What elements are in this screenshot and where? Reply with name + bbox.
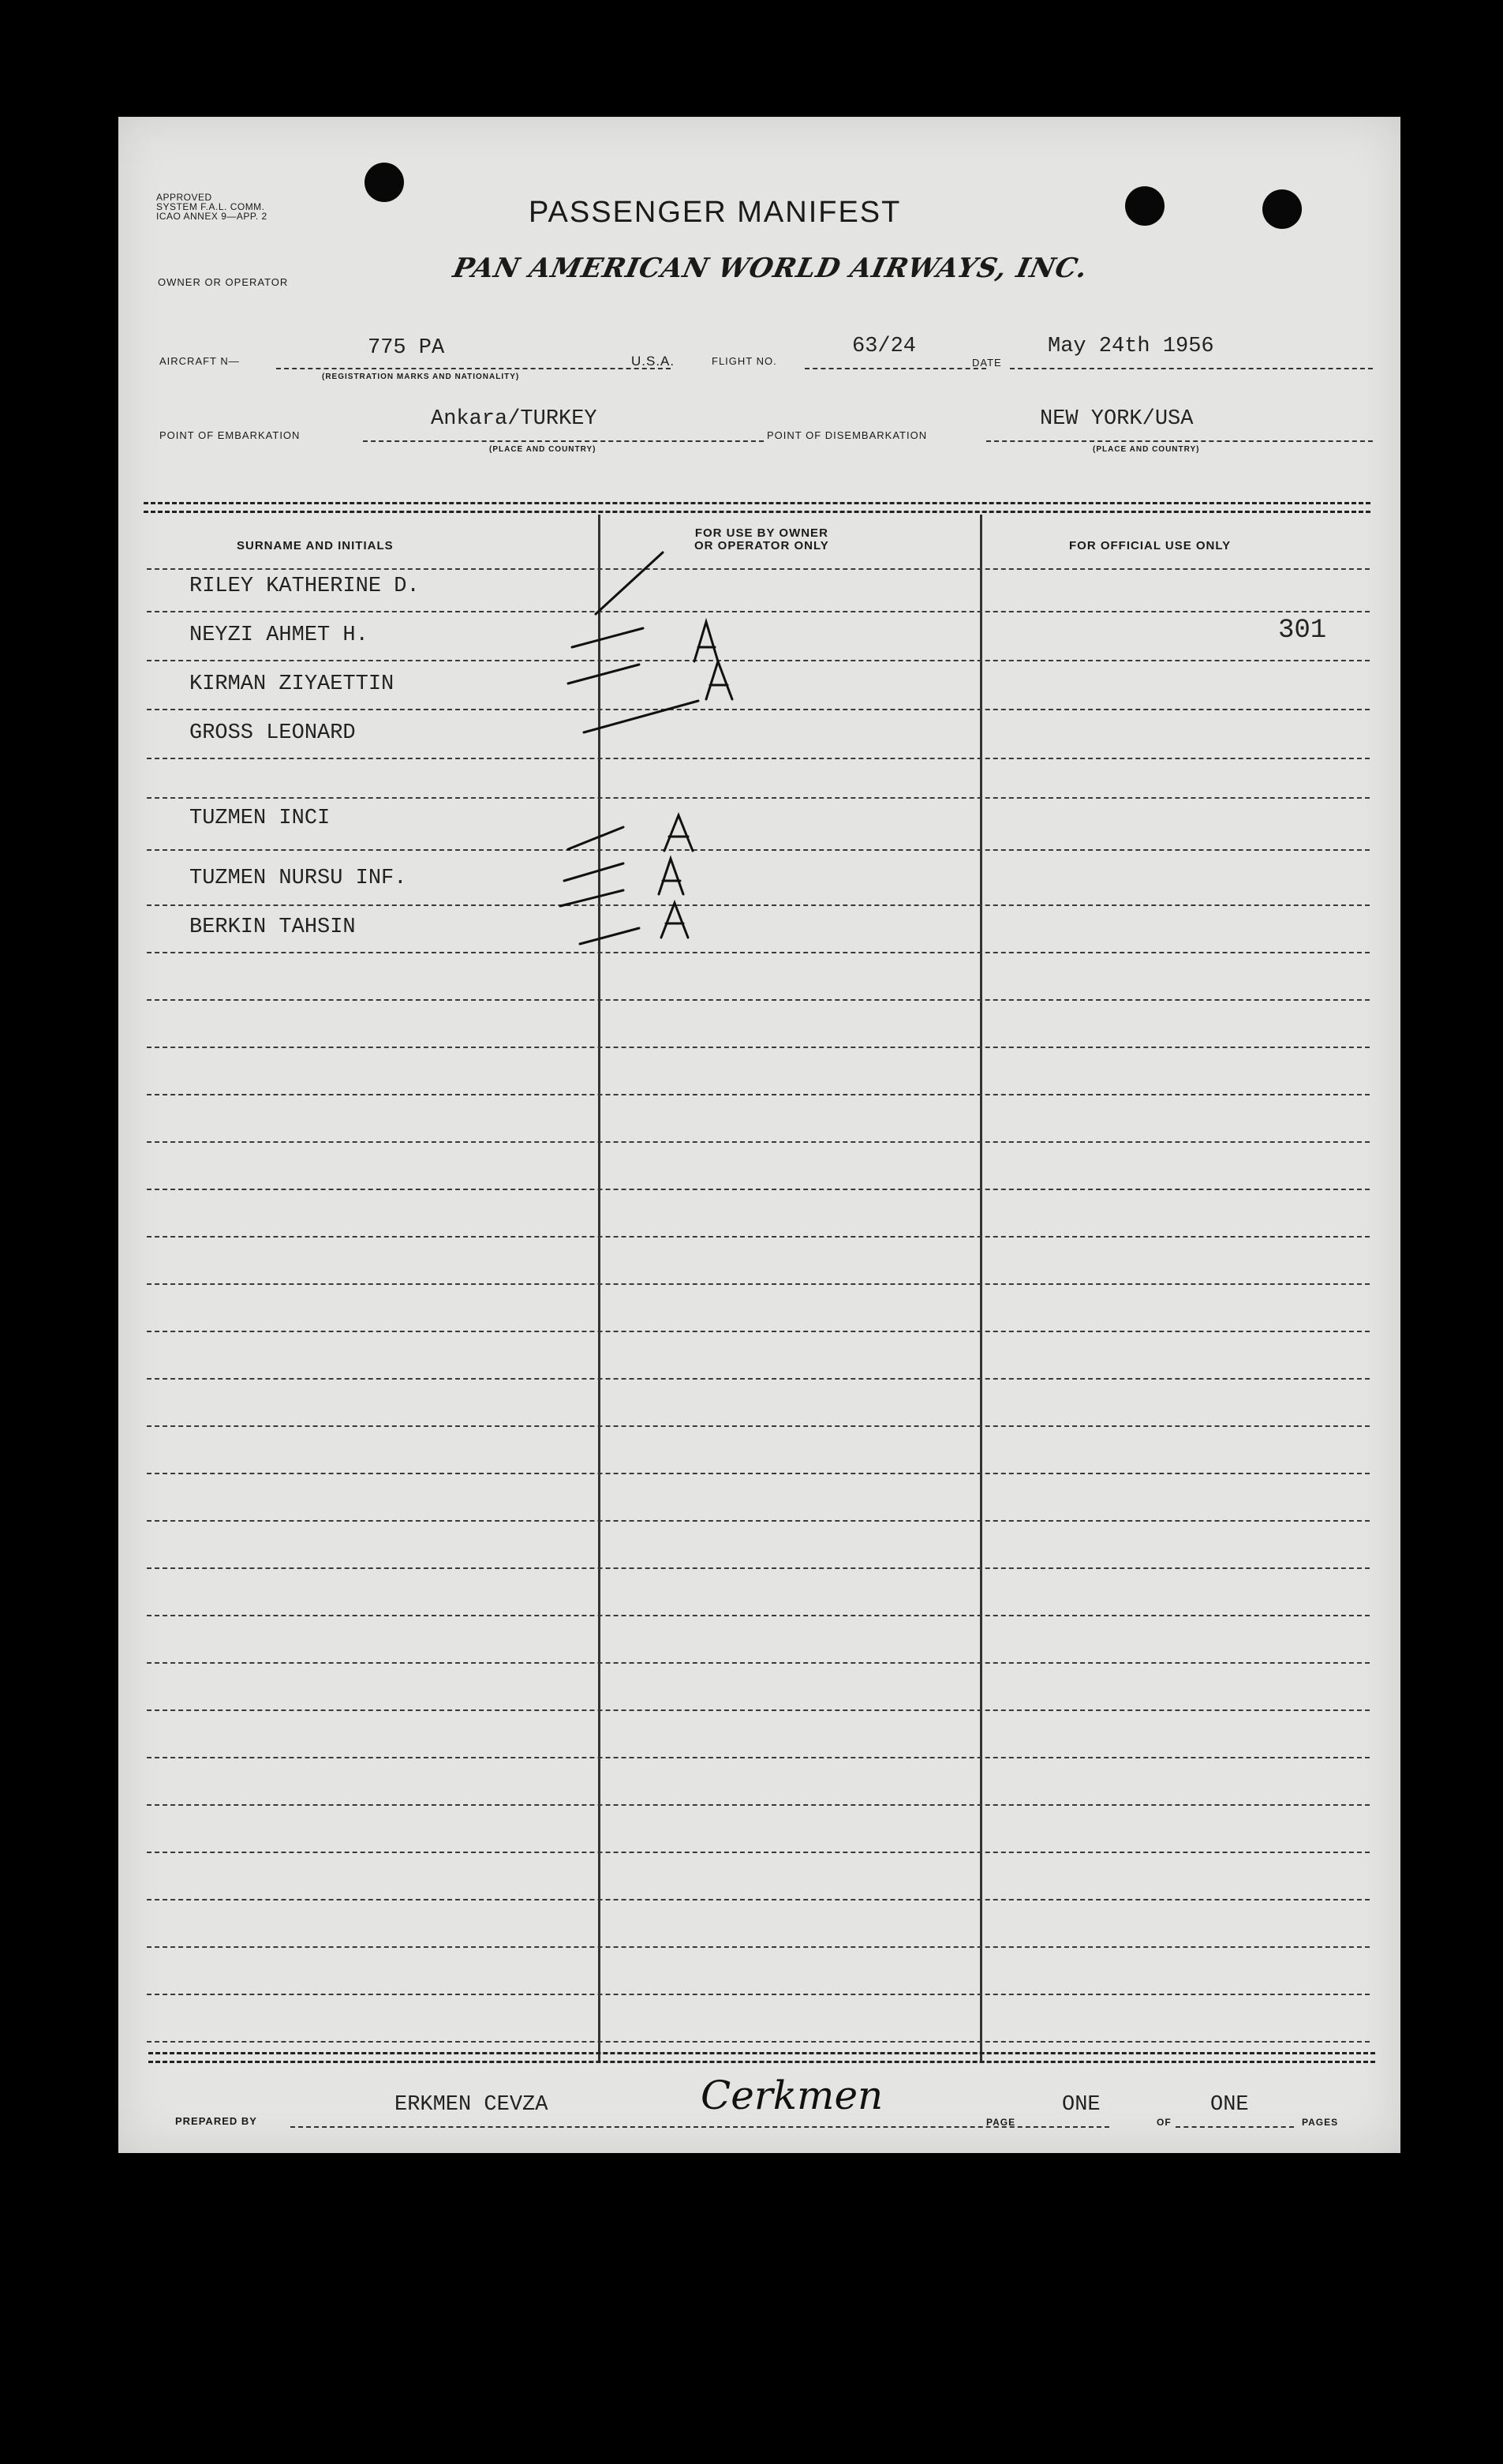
row-rule bbox=[147, 1141, 1370, 1143]
owner-label: OWNER OR OPERATOR bbox=[158, 276, 289, 288]
row-rule bbox=[147, 1946, 1370, 1948]
handwritten-a bbox=[659, 859, 683, 894]
approval-line: APPROVED bbox=[156, 192, 212, 203]
passenger-name: TUZMEN INCI bbox=[189, 807, 331, 830]
approval-line: ICAO ANNEX 9—APP. 2 bbox=[156, 211, 267, 222]
row-rule bbox=[147, 1899, 1370, 1900]
embarkation-value: Ankara/TURKEY bbox=[431, 407, 597, 431]
of-label: OF bbox=[1157, 2117, 1172, 2128]
row-rule bbox=[147, 1852, 1370, 1853]
embarkation-label: POINT OF EMBARKATION bbox=[159, 429, 301, 441]
passenger-name: KIRMAN ZIYAETTIN bbox=[189, 672, 394, 696]
check-stroke bbox=[584, 701, 698, 732]
row-rule bbox=[147, 1236, 1370, 1238]
manifest-sheet bbox=[118, 117, 1400, 2153]
check-stroke bbox=[560, 890, 623, 906]
row-rule bbox=[147, 1189, 1370, 1190]
row-rule bbox=[147, 1567, 1370, 1569]
registration-note: (REGISTRATION MARKS AND NATIONALITY) bbox=[322, 373, 520, 381]
row-rule bbox=[147, 1378, 1370, 1380]
of-value: ONE bbox=[1210, 2093, 1249, 2117]
row-rule bbox=[147, 1757, 1370, 1758]
passenger-name: TUZMEN NURSU INF. bbox=[189, 867, 407, 890]
prepared-by-value: ERKMEN CEVZA bbox=[394, 2093, 548, 2117]
row-rule bbox=[147, 1709, 1370, 1711]
check-stroke bbox=[568, 827, 623, 849]
check-stroke bbox=[580, 928, 639, 944]
row-rule bbox=[147, 1283, 1370, 1285]
aircraft-label: AIRCRAFT N— bbox=[159, 355, 240, 367]
handwritten-check-marks bbox=[118, 117, 1400, 1064]
check-stroke bbox=[564, 863, 623, 881]
flight-label: FLIGHT NO. bbox=[712, 355, 777, 367]
handwritten-a bbox=[706, 661, 732, 699]
handwritten-a bbox=[661, 903, 688, 938]
owner-value: PAN AMERICAN WORLD AIRWAYS, INC. bbox=[450, 253, 1091, 284]
handwritten-a bbox=[664, 815, 693, 851]
flight-value: 63/24 bbox=[852, 335, 917, 358]
row-rule bbox=[147, 1615, 1370, 1616]
pages-label: PAGES bbox=[1302, 2117, 1339, 2128]
date-value: May 24th 1956 bbox=[1048, 335, 1214, 358]
signature: Cerkmen bbox=[701, 2073, 884, 2118]
row-rule bbox=[147, 1662, 1370, 1664]
row-rule bbox=[147, 1473, 1370, 1474]
passenger-name: BERKIN TAHSIN bbox=[189, 916, 356, 939]
check-stroke bbox=[596, 552, 663, 614]
row-rule bbox=[147, 1994, 1370, 1995]
passenger-name: NEYZI AHMET H. bbox=[189, 623, 368, 647]
usa-label: U.S.A. bbox=[631, 354, 675, 369]
row-rule bbox=[147, 2041, 1370, 2043]
column-header-official: FOR OFFICIAL USE ONLY bbox=[1069, 539, 1232, 552]
column-header-owner-use-line2: OR OPERATOR ONLY bbox=[694, 539, 829, 552]
page-label: PAGE bbox=[986, 2117, 1016, 2128]
page-value: ONE bbox=[1062, 2093, 1101, 2117]
disembarkation-note: (PLACE AND COUNTRY) bbox=[1093, 445, 1200, 454]
official-note: 301 bbox=[1278, 616, 1327, 646]
column-header-owner-use-line1: FOR USE BY OWNER bbox=[694, 526, 828, 540]
passenger-name: RILEY KATHERINE D. bbox=[189, 575, 420, 598]
embarkation-note: (PLACE AND COUNTRY) bbox=[489, 445, 596, 454]
check-stroke bbox=[572, 628, 643, 647]
disembarkation-label: POINT OF DISEMBARKATION bbox=[767, 429, 928, 441]
column-header-surname: SURNAME AND INITIALS bbox=[237, 539, 394, 552]
aircraft-value: 775 PA bbox=[368, 336, 445, 360]
row-rule bbox=[147, 1425, 1370, 1427]
pages-underline bbox=[1176, 2126, 1294, 2128]
row-rule bbox=[147, 1804, 1370, 1806]
date-label: DATE bbox=[972, 357, 1002, 369]
prepared-by-label: PREPARED BY bbox=[175, 2115, 257, 2127]
passenger-name: GROSS LEONARD bbox=[189, 721, 356, 745]
table-bottom-separator bbox=[148, 2052, 1375, 2063]
approval-line: SYSTEM F.A.L. COMM. bbox=[156, 201, 265, 212]
form-title: PASSENGER MANIFEST bbox=[529, 196, 902, 229]
row-rule bbox=[147, 1520, 1370, 1522]
check-stroke bbox=[568, 665, 639, 683]
handwritten-a bbox=[694, 622, 718, 661]
disembarkation-value: NEW YORK/USA bbox=[1040, 407, 1194, 431]
row-rule bbox=[147, 1331, 1370, 1332]
row-rule bbox=[147, 1094, 1370, 1095]
